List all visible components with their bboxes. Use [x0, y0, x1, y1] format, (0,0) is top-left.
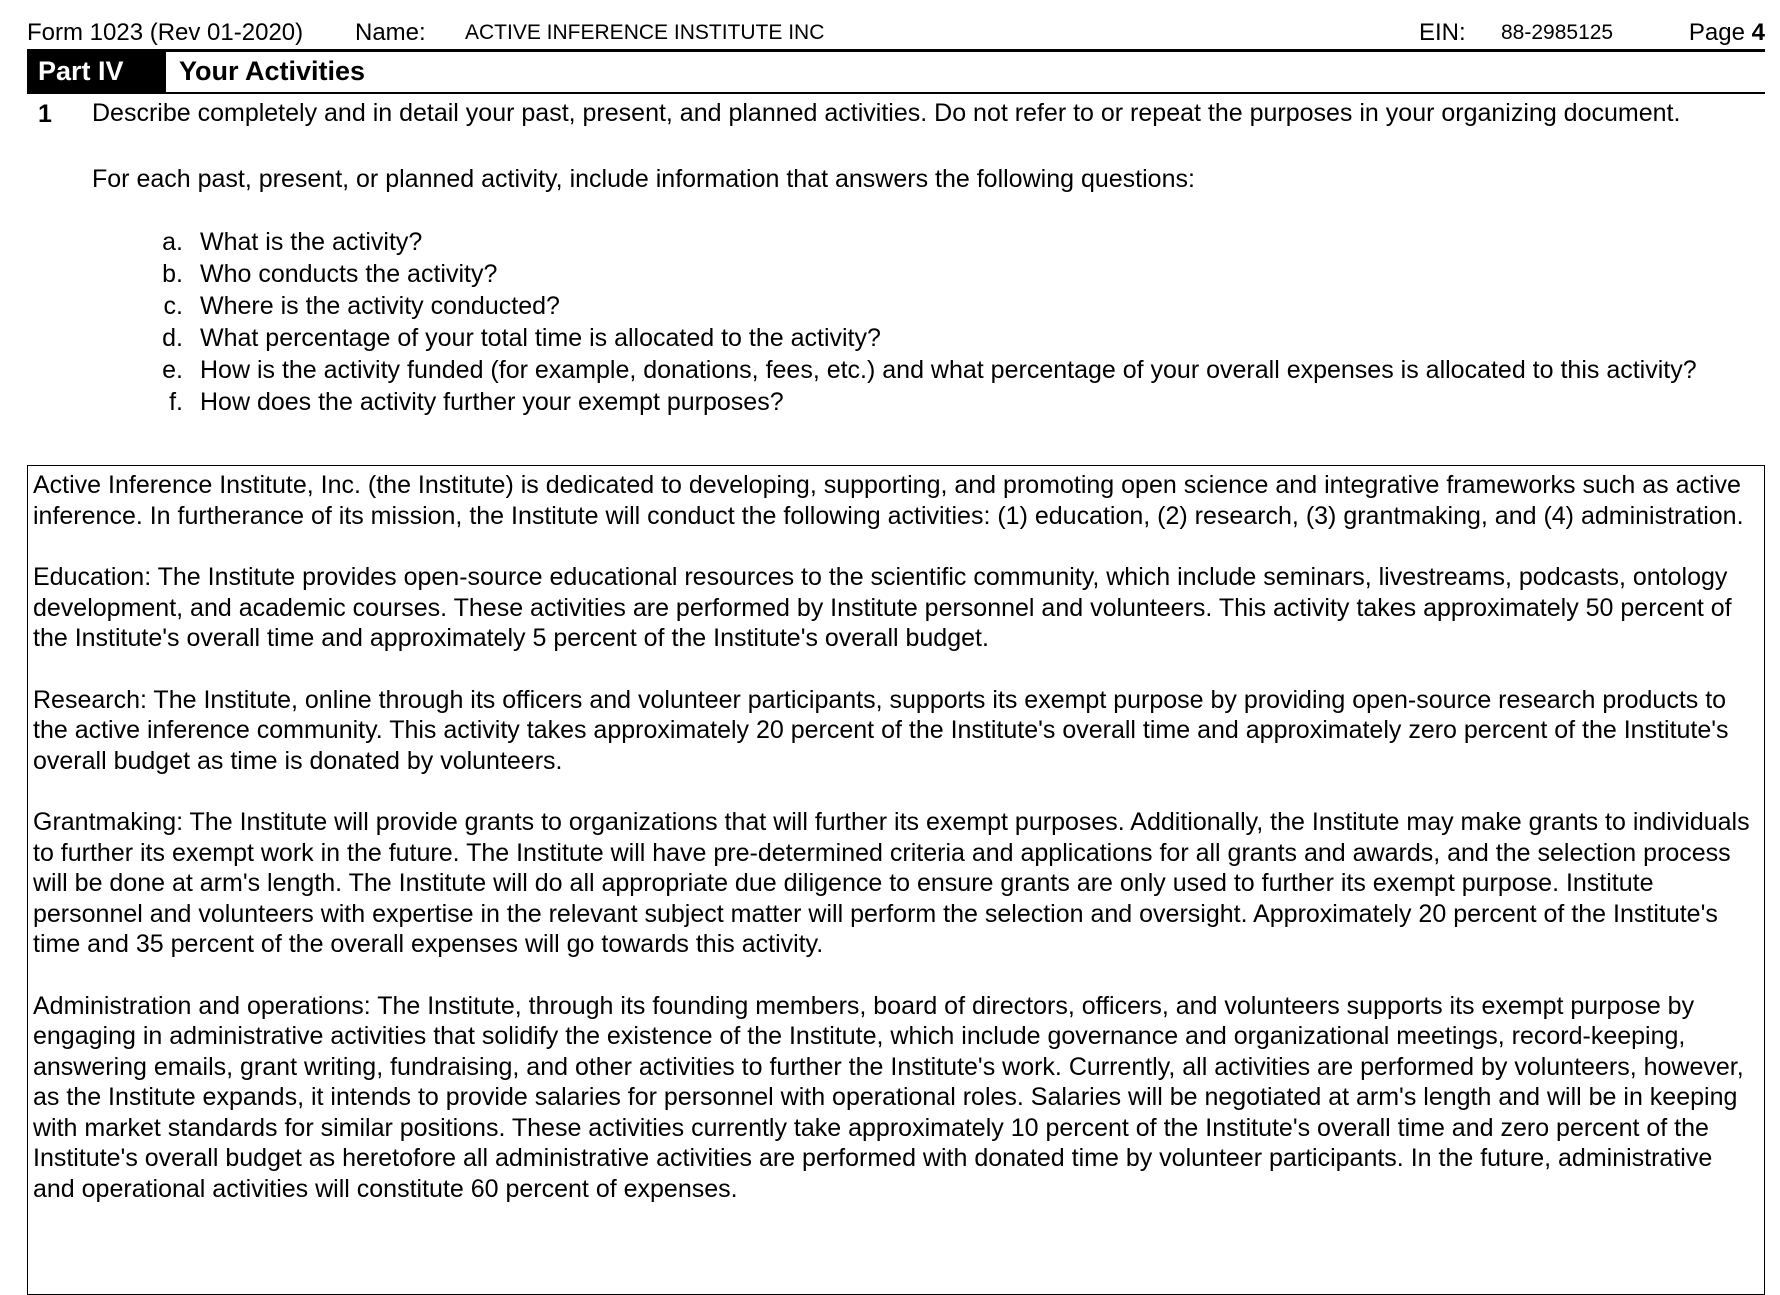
- item-letter: c.: [163, 292, 183, 320]
- form-header: [27, 18, 1765, 48]
- name-label: Name:: [355, 19, 426, 46]
- answer-paragraph-grantmaking: Grantmaking: The Institute will provide grants to organizations that will further its exempt purposes. Additionally, the Institute may make grants to individuals to further its exempt work in the future. The Institute will have pre-determined criteria and applications for all grants and awards, and the selection process will be done at arm's length. The Institute will do all appropriate due diligence to ensure grants are only used to further its exempt purpose. Institute personnel and volunteers with expertise in the relevant subject matter will perform the selection and oversight. Approximately 20 percent of the Institute's time and 35 percent of the overall expenses will go towards this activity.: [33, 808, 1750, 958]
- list-item: [155, 258, 1735, 290]
- ein-value: 88-2985125: [1501, 21, 1614, 44]
- ein-label: EIN:: [1419, 19, 1466, 46]
- page-indicator: [1689, 18, 1765, 48]
- item-text: How does the activity further your exempt purposes?: [200, 388, 784, 416]
- organization-name: ACTIVE INFERENCE INSTITUTE INC: [465, 21, 825, 44]
- part-label: Part IV: [27, 52, 166, 92]
- question-sub-list: [155, 226, 1735, 418]
- part-heading: [27, 52, 1765, 92]
- page-number: 4: [1751, 19, 1765, 46]
- part-title: Your Activities: [179, 56, 366, 86]
- part-divider: [27, 92, 1765, 94]
- item-text: How is the activity funded (for example, donations, fees, etc.) and what percentage of your overall expenses is allocated to this activity?: [200, 356, 1697, 384]
- answer-paragraph-administration: Administration and operations: The Institute, through its founding members, board of directors, officers, and volunteers supports its exempt purpose by engaging in administrative activities that solidify the existence of the Institute, which include governance and organizational meetings, record-keeping, answering emails, grant writing, fundraising, and other activities to further the Institute's work. Currently, all activities are performed by volunteers, however, as the Institute expands, it intends to provide salaries for personnel with operational roles. Salaries will be negotiated at arm's length and will be in keeping with market standards for similar positions. These activities currently take approximately 10 percent of the Institute's overall time and zero percent of the Institute's overall budget as heretofore all administrative activities are performed with donated time by volunteer participants. In the future, administrative and operational activities will constitute 60 percent of expenses.: [33, 991, 1744, 1203]
- item-text: What is the activity?: [200, 228, 423, 256]
- list-item: [155, 322, 1735, 354]
- item-letter: e.: [162, 356, 183, 384]
- answer-paragraph-intro: Active Inference Institute, Inc. (the Institute) is dedicated to developing, supporting, and promoting open science and integrative frameworks such as active inference. In furtherance of its mission, the Institute will conduct the following activities: (1) education, (2) research, (3) grantmaking, and (4) administration.: [33, 471, 1744, 530]
- page-label: Page: [1688, 19, 1745, 46]
- item-letter: a.: [162, 228, 183, 256]
- item-letter: b.: [162, 260, 183, 288]
- form-id: Form 1023 (Rev 01-2020): [27, 19, 304, 46]
- answer-paragraph-research: Research: The Institute, online through its officers and volunteer participants, supports its exempt purpose by providing open-source research products to the active inference community. This activity takes approximately 20 percent of the Institute's overall time and approximately zero percent of the Institute's overall budget as time is donated by volunteers.: [33, 685, 1729, 775]
- list-item: [155, 354, 1735, 386]
- answer-text-box[interactable]: [27, 465, 1765, 1295]
- question-text: Describe completely and in detail your past, present, and planned activities. Do not refer to or repeat the purposes in your organizing document.: [92, 99, 1681, 127]
- item-text: Where is the activity conducted?: [200, 292, 560, 320]
- question-number: 1: [38, 100, 52, 128]
- list-item: [155, 386, 1735, 418]
- item-letter: f.: [169, 388, 183, 416]
- item-text: What percentage of your total time is allocated to the activity?: [200, 324, 881, 352]
- question-intro: For each past, present, or planned activity, include information that answers the following questions:: [92, 165, 1195, 193]
- item-text: Who conducts the activity?: [200, 260, 498, 288]
- item-letter: d.: [162, 324, 183, 352]
- list-item: [155, 226, 1735, 258]
- answer-paragraph-education: Education: The Institute provides open-source educational resources to the scientific community, which include seminars, livestreams, podcasts, ontology development, and academic courses. These activities are performed by Institute personnel and volunteers. This activity takes approximately 50 percent of the Institute's overall time and approximately 5 percent of the Institute's overall budget.: [33, 563, 1732, 652]
- list-item: [155, 290, 1735, 322]
